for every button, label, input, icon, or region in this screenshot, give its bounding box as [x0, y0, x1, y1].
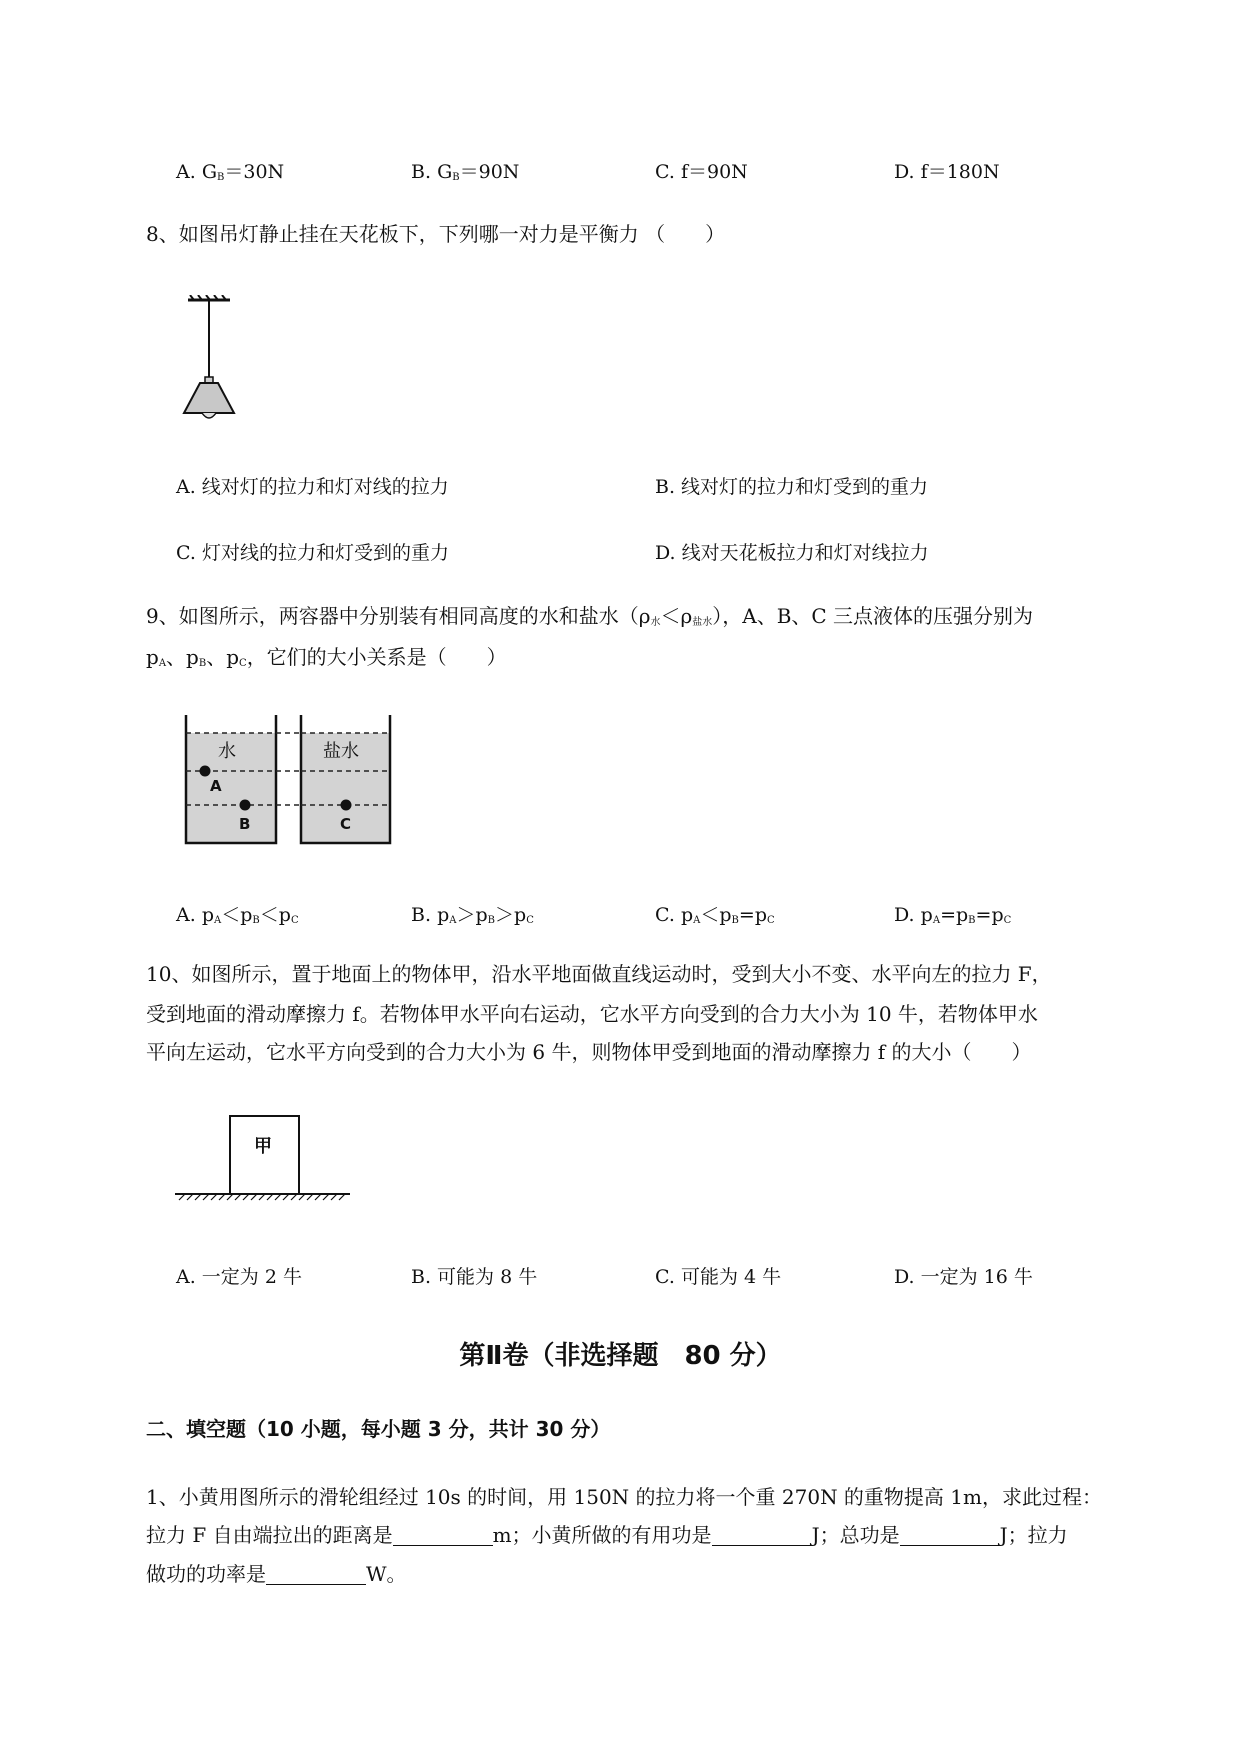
q8-option-b: B. 线对灯的拉力和灯受到的重力	[655, 476, 929, 498]
q7-option-b	[411, 158, 519, 192]
answer-blank-distance[interactable]	[393, 1523, 493, 1546]
subscript: B	[198, 658, 207, 669]
subscript: C	[1003, 915, 1012, 926]
subscript: A	[158, 658, 167, 669]
block-on-ground-figure	[175, 1114, 360, 1206]
symbol-p: p	[719, 904, 732, 926]
q9-option-c	[655, 901, 775, 935]
symbol-p: p	[991, 904, 1004, 926]
rho-subscript-water: 水	[650, 617, 661, 628]
separator: 、	[206, 645, 227, 669]
point-b-label: B	[239, 815, 251, 833]
q10-option-a: A. 一定为 2 牛	[176, 1266, 302, 1288]
q9-option-b	[411, 901, 534, 935]
less-than-rho: ＜ρ	[660, 604, 693, 628]
answer-blank-total-work[interactable]	[900, 1523, 1000, 1546]
symbol-p: p	[514, 904, 527, 926]
operator: ＞	[456, 904, 476, 926]
q8-option-a: A. 线对灯的拉力和灯对线的拉力	[176, 476, 449, 498]
q7-option-a	[176, 158, 284, 192]
fill1-text: W。	[366, 1562, 407, 1586]
symbol-p: p	[186, 645, 199, 669]
symbol-p: p	[955, 904, 969, 926]
symbol-p: p	[475, 904, 488, 926]
symbol-p: p	[146, 645, 159, 669]
operator: =	[940, 904, 956, 926]
fill1-text: J；拉力	[999, 1523, 1068, 1547]
operator: =	[738, 904, 755, 926]
q9-stem-text: 9、如图所示，两容器中分别装有相同高度的水和盐水（ρ	[146, 604, 651, 628]
operator: =	[975, 904, 992, 926]
option-prefix: D.	[894, 904, 915, 926]
fill1-line3	[146, 1560, 407, 1588]
fill1-text: m；小黄所做的有用功是	[492, 1523, 712, 1547]
q10-stem-line1: 10、如图所示，置于地面上的物体甲，沿水平地面做直线运动时，受到大小不变、水平向左的拉力 F，	[146, 962, 1052, 986]
symbol-p: p	[201, 904, 214, 926]
subscript: B	[487, 915, 496, 926]
lamp-shade	[184, 383, 234, 413]
q9-stem-line1	[146, 602, 1033, 637]
subscript: B	[252, 915, 260, 926]
q8-option-c: C. 灯对线的拉力和灯受到的重力	[176, 542, 449, 564]
section2-heading: 二、填空题（10 小题，每小题 3 分，共计 30 分）	[146, 1417, 611, 1441]
option-prefix: C.	[655, 904, 675, 926]
q9-option-a	[176, 901, 299, 935]
q8-option-d: D. 线对天花板拉力和灯对线拉力	[655, 542, 929, 564]
symbol-p: p	[437, 904, 450, 926]
option-prefix: B.	[411, 161, 432, 183]
subscript: A	[213, 915, 222, 926]
subscript: B	[731, 915, 739, 926]
fill1-text: 做功的功率是	[146, 1562, 266, 1586]
subscript: C	[526, 915, 534, 926]
option-prefix: C.	[655, 161, 675, 183]
q9-stem-line2	[146, 643, 507, 678]
subscript: A	[449, 915, 457, 926]
subscript: A	[932, 915, 941, 926]
q9-stem-text: ，它们的大小关系是（ ）	[246, 645, 507, 669]
hanging-lamp-figure	[170, 295, 250, 425]
subscript: B	[968, 915, 976, 926]
q10-stem-line2: 受到地面的滑动摩擦力 f。若物体甲水平向右运动，它水平方向受到的合力大小为 10 牛，若物体甲水	[146, 1002, 1038, 1026]
q7-option-d	[894, 158, 1000, 186]
option-prefix: A.	[176, 161, 196, 183]
symbol-p: p	[240, 904, 253, 926]
point-a-dot	[200, 766, 211, 777]
subscript: B	[452, 172, 460, 183]
fill1-text: 拉力 F 自由端拉出的距离是	[146, 1523, 393, 1547]
rho-subscript-saltwater: 盐水	[692, 617, 713, 628]
symbol-p: p	[920, 904, 933, 926]
operator: ＜	[700, 904, 720, 926]
subscript: C	[767, 915, 775, 926]
point-c-dot	[341, 800, 352, 811]
fill1-line2	[146, 1521, 1068, 1549]
subscript: B	[217, 172, 225, 183]
ceiling-hatch	[188, 295, 230, 300]
subscript: C	[239, 658, 247, 669]
option-prefix: A.	[176, 904, 196, 926]
q7-option-c	[655, 158, 748, 186]
operator: ＜	[259, 904, 279, 926]
answer-blank-useful-work[interactable]	[712, 1523, 812, 1546]
point-a-label: A	[210, 777, 222, 795]
q9-option-d	[894, 901, 1011, 935]
symbol-p: p	[226, 645, 240, 669]
fill1-text: J；总功是	[811, 1523, 900, 1547]
symbol-p: p	[754, 904, 767, 926]
q8-stem: 8、如图吊灯静止挂在天花板下，下列哪一对力是平衡力 （ ）	[146, 222, 726, 246]
point-b-dot	[240, 800, 251, 811]
separator: 、	[166, 645, 187, 669]
q10-stem-line3: 平向左运动，它水平方向受到的合力大小为 6 牛，则物体甲受到地面的滑动摩擦力 f 的大小（ ）	[146, 1040, 1032, 1064]
option-value: f＝90N	[680, 161, 748, 183]
water-label: 水	[218, 741, 236, 762]
point-c-label: C	[340, 815, 352, 833]
q10-option-d: D. 一定为 16 牛	[894, 1266, 1033, 1288]
symbol-g: G	[201, 161, 217, 183]
operator: ＞	[495, 904, 515, 926]
q9-stem-text: ），A、B、C 三点液体的压强分别为	[712, 604, 1034, 628]
symbol-g: G	[437, 161, 453, 183]
option-value: f＝180N	[920, 161, 1000, 183]
two-containers-figure	[183, 715, 393, 845]
option-value: ＝90N	[459, 161, 520, 183]
option-value: ＝30N	[224, 161, 285, 183]
symbol-p: p	[680, 904, 694, 926]
symbol-p: p	[278, 904, 291, 926]
saltwater-label: 盐水	[323, 741, 359, 762]
q10-option-c: C. 可能为 4 牛	[655, 1266, 782, 1288]
option-prefix: D.	[894, 161, 915, 183]
part2-title: 第Ⅱ卷（非选择题 80 分）	[459, 1341, 782, 1371]
subscript: A	[693, 915, 701, 926]
block-label: 甲	[254, 1136, 272, 1157]
subscript: C	[290, 915, 299, 926]
fill1-line1: 1、小黄用图所示的滑轮组经过 10s 的时间，用 150N 的拉力将一个重 270N 的重物提高 1m，求此过程：	[146, 1485, 1102, 1509]
q10-option-b: B. 可能为 8 牛	[411, 1266, 538, 1288]
answer-blank-power[interactable]	[266, 1562, 366, 1585]
lamp-bulb	[202, 413, 216, 418]
operator: ＜	[221, 904, 241, 926]
option-prefix: B.	[411, 904, 432, 926]
